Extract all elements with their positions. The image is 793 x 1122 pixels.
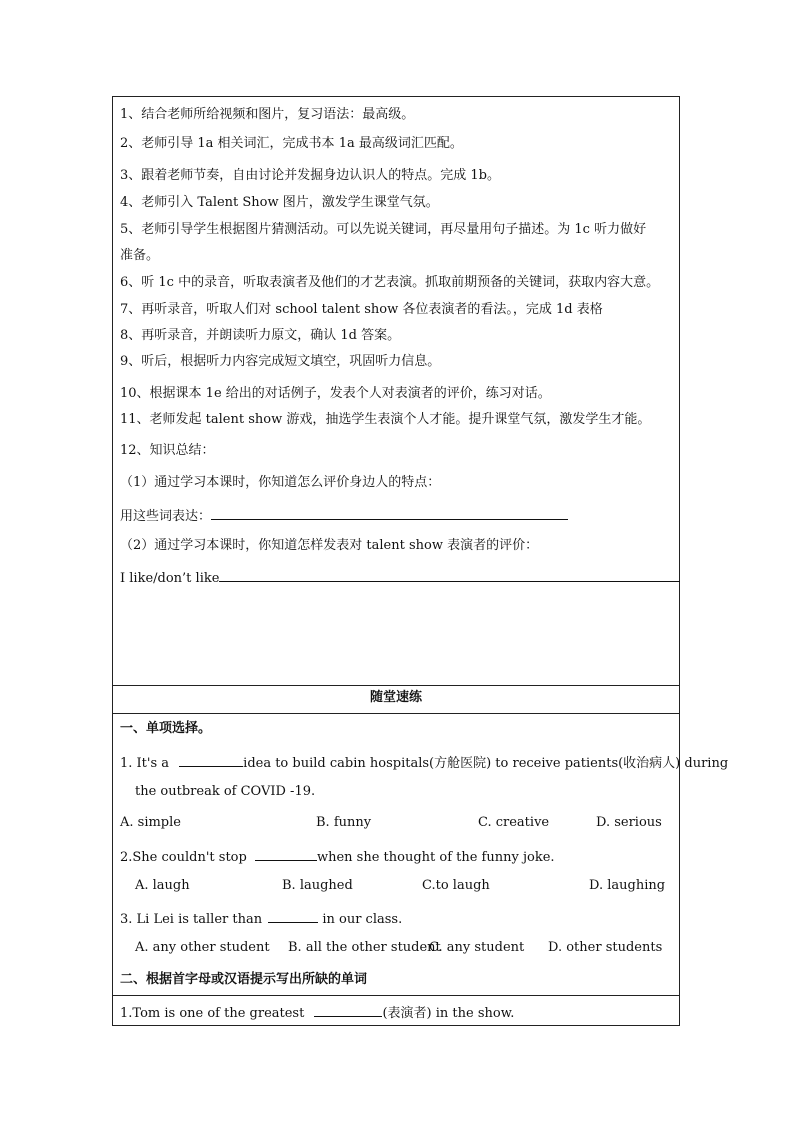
- question-1-post: idea to build cabin hospitals(方舱医院) to receive patients(收治病人) during: [243, 756, 729, 771]
- fill-1-post: (表演者) in the show.: [382, 1006, 515, 1021]
- lesson-table: [112, 96, 729, 1026]
- question-2-post: when she thought of the funny joke.: [316, 850, 555, 865]
- question-1-option-b[interactable]: B. funny: [316, 815, 372, 830]
- step-8: 8、再听录音，并朗读听力原文，确认 1d 答案。: [120, 328, 401, 343]
- section-2-heading: 二、根据首字母或汉语提示写出所缺的单词: [120, 972, 368, 987]
- step-5-line2: 准备。: [120, 248, 160, 263]
- question-2-option-c[interactable]: C.to laugh: [422, 878, 490, 893]
- question-1-option-c[interactable]: C. creative: [478, 815, 550, 830]
- question-3-option-c[interactable]: C. any student: [429, 940, 525, 955]
- summary-q1-answer-line: [120, 506, 568, 525]
- question-3-option-d[interactable]: D. other students: [548, 940, 663, 955]
- question-2-pre: 2.She couldn't stop: [120, 850, 251, 865]
- fill-1: [120, 1003, 514, 1022]
- practice-title: 随堂速练: [369, 690, 422, 705]
- step-7: 7、再听录音，听取人们对 school talent show 各位表演者的看法。，完成 1d 表格: [120, 302, 603, 317]
- question-2-option-b[interactable]: B. laughed: [282, 878, 353, 893]
- question-2: [120, 847, 555, 866]
- row-divider: [113, 713, 679, 714]
- answer-blank[interactable]: [219, 568, 680, 582]
- question-2-option-a[interactable]: A. laugh: [135, 878, 190, 893]
- row-divider: [113, 995, 679, 996]
- answer-blank[interactable]: [255, 847, 317, 861]
- step-1: 1、结合老师所给视频和图片，复习语法：最高级。: [120, 107, 415, 122]
- answer-blank[interactable]: [268, 909, 318, 923]
- question-1-pre: 1. It's a: [120, 756, 174, 771]
- step-6: 6、听 1c 中的录音，听取表演者及他们的才艺表演。抓取前期预备的关键词，获取内容大意。: [120, 275, 660, 290]
- step-12: 12、知识总结：: [120, 443, 215, 458]
- summary-q2-prompt: I like/don’t like: [120, 571, 220, 586]
- answer-blank[interactable]: [314, 1003, 382, 1017]
- summary-q1-prompt: 用这些词表达：: [120, 509, 212, 524]
- question-3-pre: 3. Li Lei is taller than: [120, 912, 267, 927]
- question-1-option-d[interactable]: D. serious: [596, 815, 662, 830]
- question-3: [120, 909, 402, 928]
- step-10: 10、根据课本 1e 给出的对话例子，发表个人对表演者的评价，练习对话。: [120, 386, 551, 401]
- step-9: 9、听后，根据听力内容完成短文填空，巩固听力信息。: [120, 354, 441, 369]
- question-2-option-d[interactable]: D. laughing: [589, 878, 666, 893]
- question-3-option-b[interactable]: B. all the other student: [288, 940, 441, 955]
- answer-blank[interactable]: [179, 753, 243, 767]
- step-4: 4、老师引入 Talent Show 图片，激发学生课堂气氛。: [120, 195, 439, 210]
- question-1-option-a[interactable]: A. simple: [120, 815, 181, 830]
- step-3: 3、跟着老师节奏，自由讨论并发掘身边认识人的特点。完成 1b。: [120, 168, 500, 183]
- question-3-option-a[interactable]: A. any other student: [135, 940, 270, 955]
- question-3-post: in our class.: [318, 912, 403, 927]
- step-2: 2、老师引导 1a 相关词汇，完成书本 1a 最高级词汇匹配。: [120, 136, 463, 151]
- summary-q2-answer-line: [120, 568, 680, 587]
- summary-q2: （2）通过学习本课时，你知道怎样发表对 talent show 表演者的评价：: [120, 538, 539, 553]
- step-11: 11、老师发起 talent show 游戏，抽选学生表演个人才能。提升课堂气氛，激发学生才能。: [120, 412, 651, 427]
- question-1: [120, 753, 728, 772]
- answer-blank[interactable]: [211, 506, 568, 520]
- fill-1-pre: 1.Tom is one of the greatest: [120, 1006, 309, 1021]
- step-5-line1: 5、老师引导学生根据图片猜测活动。可以先说关键词，再尽量用句子描述。为 1c 听力做好: [120, 222, 647, 237]
- row-divider: [113, 685, 679, 686]
- summary-q1: （1）通过学习本课时，你知道怎么评价身边人的特点：: [120, 475, 441, 490]
- question-1-continued: the outbreak of COVID -19.: [135, 784, 316, 799]
- section-1-heading: 一、单项选择。: [120, 721, 212, 736]
